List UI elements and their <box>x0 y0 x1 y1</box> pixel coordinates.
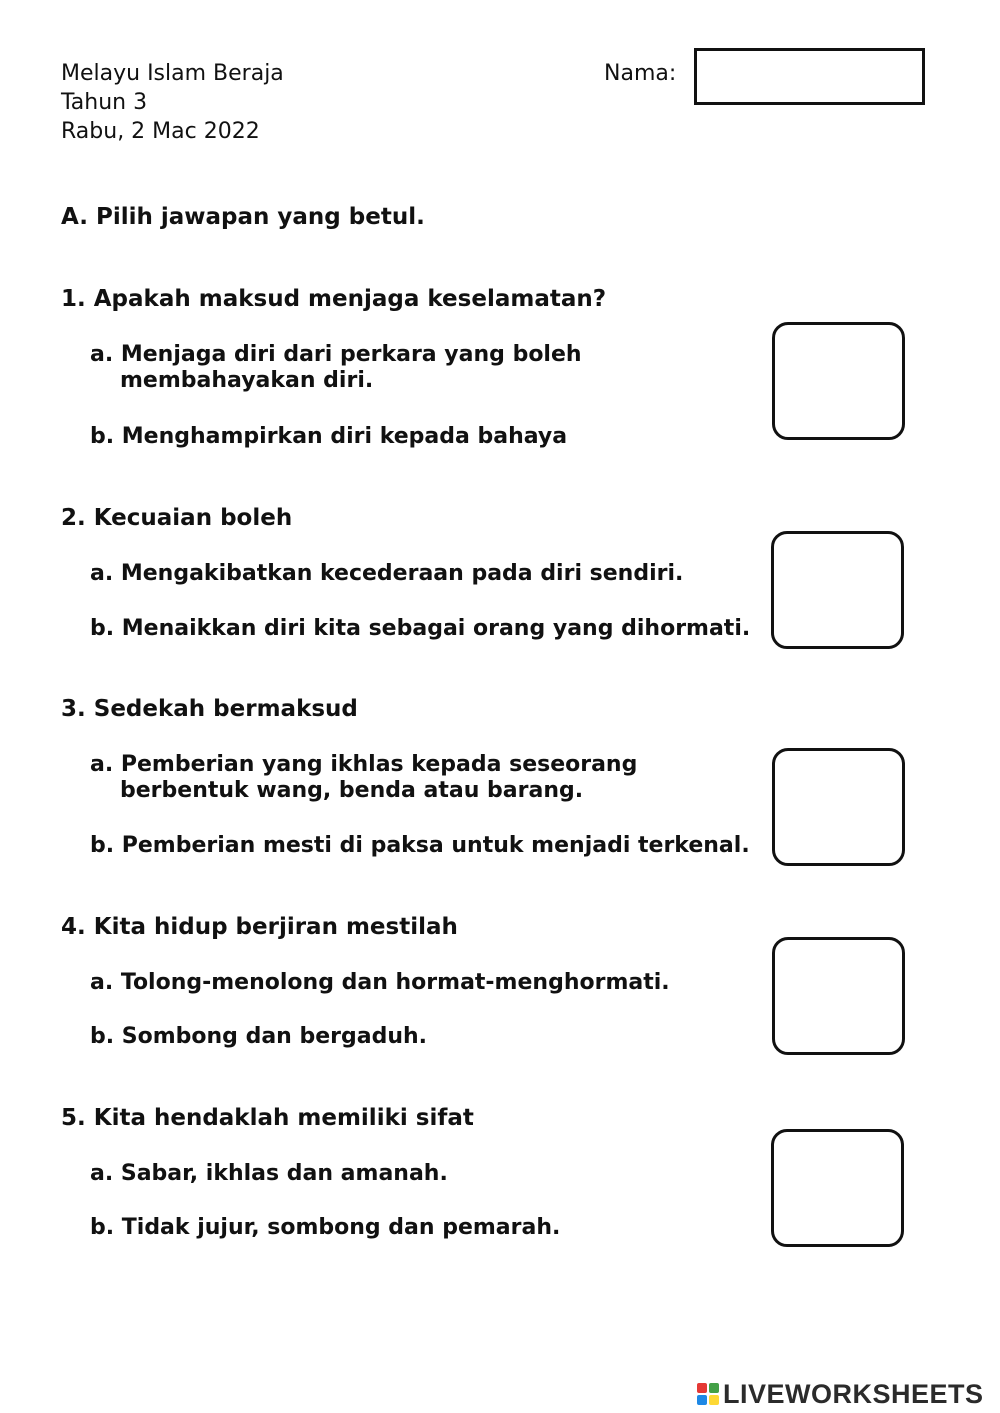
question-2-option-a: a. Mengakibatkan kecederaan pada diri sendiri. <box>90 561 684 586</box>
question-5-option-b: b. Tidak jujur, sombong dan pemarah. <box>90 1215 561 1240</box>
question-2-text: 2. Kecuaian boleh <box>61 505 293 531</box>
question-2-option-b: b. Menaikkan diri kita sebagai orang yang dihormati. <box>90 616 751 641</box>
question-3-option-a <box>90 752 637 804</box>
logo-blocks-icon <box>697 1383 719 1405</box>
question-5-option-a: a. Sabar, ikhlas dan amanah. <box>90 1161 448 1186</box>
question-4-option-b: b. Sombong dan bergaduh. <box>90 1024 428 1049</box>
name-label: Nama: <box>604 61 677 86</box>
question-5-text: 5. Kita hendaklah memiliki sifat <box>61 1105 474 1131</box>
question-4-text: 4. Kita hidup berjiran mestilah <box>61 914 458 940</box>
answer-box-3[interactable] <box>772 748 905 866</box>
question-3-text: 3. Sedekah bermaksud <box>61 696 358 722</box>
question-1-text: 1. Apakah maksud menjaga keselamatan? <box>61 286 607 312</box>
logo-block-blue <box>697 1395 707 1405</box>
answer-box-2[interactable] <box>771 531 904 649</box>
question-3-option-b: b. Pemberian mesti di paksa untuk menjadi terkenal. <box>90 833 750 858</box>
grade-label: Tahun 3 <box>61 90 148 115</box>
logo-block-yellow <box>709 1395 719 1405</box>
answer-box-5[interactable] <box>771 1129 904 1247</box>
liveworksheets-logo <box>697 1376 984 1412</box>
answer-box-1[interactable] <box>772 322 905 440</box>
date-label: Rabu, 2 Mac 2022 <box>61 119 260 144</box>
logo-block-red <box>697 1383 707 1393</box>
name-input[interactable] <box>694 48 925 105</box>
logo-text: LIVEWORKSHEETS <box>723 1378 984 1409</box>
question-4-option-a: a. Tolong-menolong dan hormat-menghormati. <box>90 970 670 995</box>
answer-box-4[interactable] <box>772 937 905 1055</box>
question-1-option-a <box>90 342 582 394</box>
option-a-line2: berbentuk wang, benda atau barang. <box>120 778 584 803</box>
logo-block-green <box>709 1383 719 1393</box>
option-a-line1: a. Pemberian yang ikhlas kepada seseorang <box>90 752 638 777</box>
option-a-line2: membahayakan diri. <box>120 368 374 393</box>
question-1-option-b: b. Menghampirkan diri kepada bahaya <box>90 424 568 449</box>
option-a-line1: a. Menjaga diri dari perkara yang boleh <box>90 342 582 367</box>
section-title: A. Pilih jawapan yang betul. <box>61 204 425 230</box>
subject-label: Melayu Islam Beraja <box>61 61 284 86</box>
